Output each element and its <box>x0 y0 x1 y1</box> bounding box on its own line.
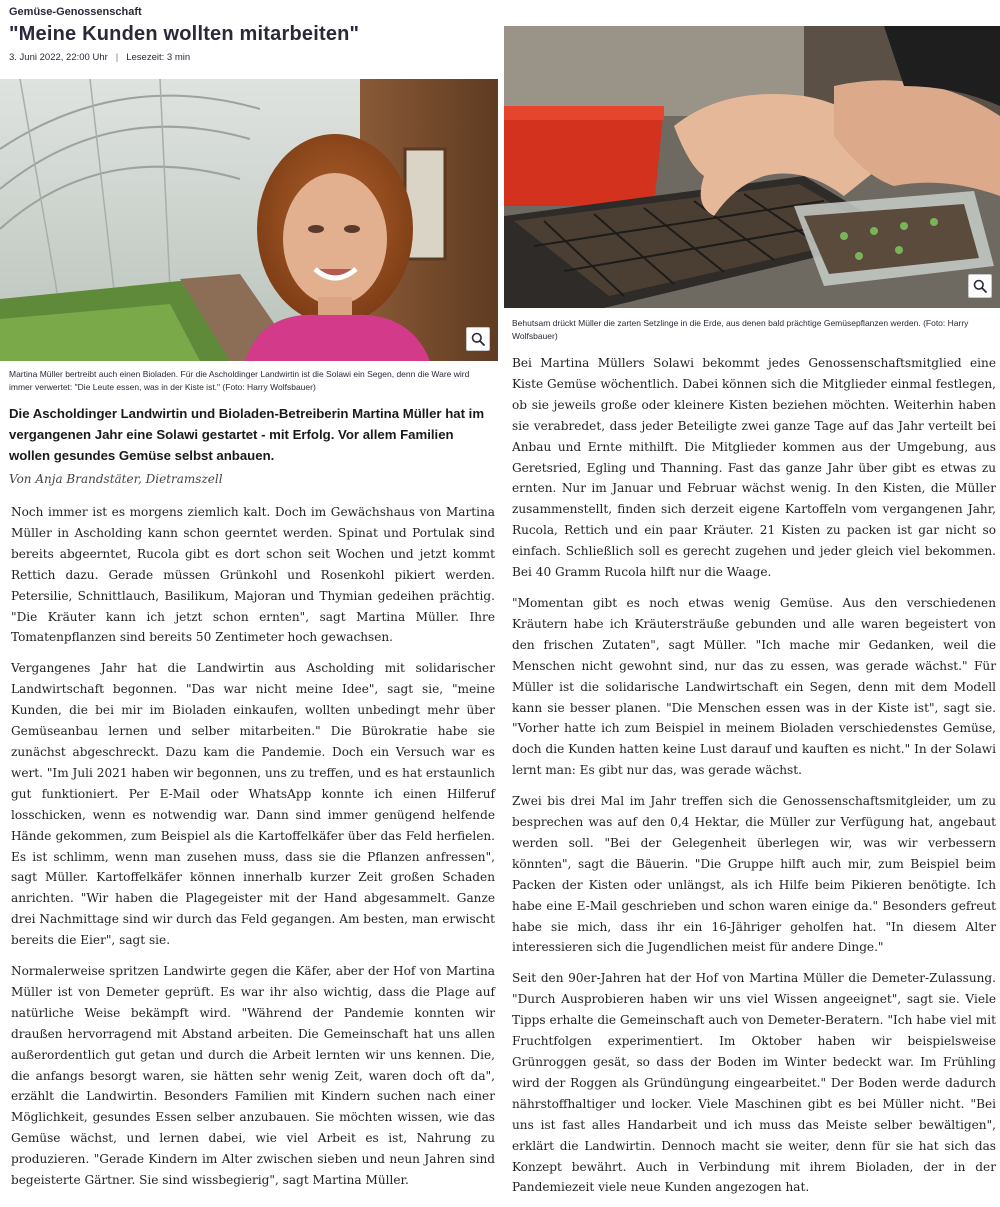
article-headline: "Meine Kunden wollten mitarbeiten" <box>9 23 360 45</box>
read-time: Lesezeit: 3 min <box>126 52 191 63</box>
article-author: Von Anja Brandstäter, Dietramszell <box>9 472 223 486</box>
seedlings-caption: Behutsam drückt Müller die zarten Setzlinge in die Erde, aus denen bald prächtige Gemüsepflanzen werden. (Foto: Harry Wolfsbauer) <box>512 318 969 341</box>
article-teaser: Die Ascholdinger Landwirtin und Bioladen-Betreiberin Martina Müller hat im vergangenen Jahr eine Solawi gestartet - mit Erfolg. Vor allem Familien wollen gesundes Gemüse selbst anbauen. <box>9 406 485 463</box>
meta-separator: | <box>115 52 119 63</box>
seedlings-zoom-button[interactable] <box>968 274 992 298</box>
body-paragraph: Seit den 90er-Jahren hat der Hof von Martina Müller die Demeter-Zulassung. "Durch Ausprobieren haben wir uns viel Wissen angeeignet", sagt sie. Viele Tipps erhalte die Gemeinschaft auch von Demeter-Beratern. "Ich habe viel mit Fruchtfolgen experimentiert. Im Oktober haben wir beispielsweise Grünroggen gesät, so dass der Boden im Winter bedeckt war. Im Frühling wird der Roggen als Gründüngung eingearbeitet." Der Boden werde dadurch nährstoffhaltiger und locker. Viele Maschinen gibt es bei Müller nicht. "Bei uns ist fast alles Handarbeit und ich muss das Meiste selber bewältigen", erklärt die Landwirtin. Dennoch macht sie weiter, denn für sie hat sich das Konzept bewährt. Auch in Verbindung mit ihrem Bioladen, der in der Pandemiezeit viele neue Kunden angezogen hat. <box>512 971 996 1195</box>
seedlings-photo[interactable] <box>504 26 1000 308</box>
body-column-left <box>11 502 495 1201</box>
body-paragraph: Vergangenes Jahr hat die Landwirtin aus Ascholding mit solidarischer Landwirtschaft begonnen. "Das war nicht meine Idee", sagt sie, "meine Kunden, die bei mir im Bioladen einkaufen, wollten unbedingt mehr über Gemüseanbau lernen und selber mitarbeiten." Die Bürokratie habe sie zunächst abgeschreckt. Dazu kam die Pandemie. Doch ein Versuch war es wert. "Im Juli 2021 haben wir begonnen, uns zu treffen, und es hat erstaunlich gut funktioniert. Per E-Mail oder WhatsApp konnte ich einen Hilferuf losschicken, wenn es notwendig war. Dann sind immer genügend helfende Hände gekommen, zum Beispiel als die Kartoffelkäfer über das Feld herfielen. Es ist schlimm, wenn man zusehen muss, dass sie die Pflanzen anfressen", sagt Müller. Kartoffelkäfer können innerhalb kurzer Zeit großen Schaden anrichten. "Wir haben die Plagegeister mit der Hand abgesammelt. Ganze drei Nachmittage sind wir durch das Feld gegangen. Am besten, man erwischt bereits die Eier", sagt sie. <box>11 661 495 948</box>
body-paragraph: "Momentan gibt es noch etwas wenig Gemüse. Aus den verschiedenen Kräutern habe ich Kräutersträuße gebunden und alle waren begeistert von den frischen Zutaten", sagt Müller. "Ich mache mir Gedanken, weil die Menschen nicht gewohnt sind, nur das zu essen, was gerade wächst." Für Müller ist die solidarische Landwirtschaft ein Segen, denn mit dem Modell kann sie besser planen. "Die Menschen essen was in der Kiste ist", sagt sie. "Vorher hatte ich zum Beispiel in meinem Bioladen verschiedenstes Gemüse, doch die Kunden hatten keine Lust darauf und kauften es nicht." In der Solawi lernt man: Es gibt nur das, was gerade wächst. <box>512 595 996 778</box>
article-kicker: Gemüse-Genossenschaft <box>9 6 142 18</box>
publish-date: 3. Juni 2022, 22:00 Uhr <box>9 52 108 63</box>
portrait-caption: Martina Müller bertreibt auch einen Bioladen. Für die Ascholdinger Landwirtin ist die Solawi ein Segen, denn die Ware wird immer verwertet: "Die Leute essen, was in der Kiste ist." (Foto: Harry Wolfsbauer) <box>9 369 470 392</box>
portrait-zoom-button[interactable] <box>466 327 490 351</box>
article-meta <box>9 52 190 63</box>
portrait-photo-graphic <box>0 79 498 361</box>
body-paragraph: Bei Martina Müllers Solawi bekommt jedes Genossenschaftsmitglied eine Kiste Gemüse wöchentlich. Dabei können sich die Mitglieder einmal festlegen, ob sie jeweils große oder kleinere Kisten beziehen möchten. Weiterhin haben sie verabredet, dass jeder Beteiligte zwei ganze Tage auf das Jahr verteilt bei Anbau und Ernte mithilft. Die Mitglieder kommen aus der Umgebung, aus Geretsried, Egling und Thanning. Fast das ganze Jahr über gibt es etwas zu ernten. Nur im Januar und Februar wächst wenig. In den Kisten, die Müller zusammenstellt, finden sich derzeit eigene Kartoffeln vom vergangenen Jahr, Rucola, Rettich und ein paar Kräuter. 21 Kisten zu packen ist gar nicht so einfach. Schließlich soll es gerecht zugehen und jeder gleich viel bekommen. Bei 40 Gramm Rucola hilft nur die Waage. <box>512 356 996 580</box>
body-paragraph: Zwei bis drei Mal im Jahr treffen sich die Genossenschaftsmitgleider, um zu besprechen was auf den 0,4 Hektar, die Müller zur Verfügung hat, angebaut werden soll. "Bei der Gelegenheit überlegen wir, was wir verbessern könnten", sagt die Bäuerin. "Die Gruppe hilft auch mir, zum Beispiel beim Packen der Kisten oder unlängst, als ich Hilfe beim Pikieren benötigte. Ich habe eine E-Mail geschrieben und schon waren einige da." Besonders gefreut habe sie mich, dass ihr ein 16-Jähriger geholfen hat. "In diesem Alter interessieren sich die Jugendlichen meist für andere Dinge." <box>512 794 996 955</box>
body-paragraph: Noch immer ist es morgens ziemlich kalt. Doch im Gewächshaus von Martina Müller in Ascholding kann schon geerntet werden. Spinat und Portulak sind bereits abgeerntet, Rucola gibt es dort schon seit Wochen und jetzt kommt Rettich dazu. Gerade müssen Grünkohl und Rosenkohl pikiert werden. Petersilie, Schnittlauch, Basilikum, Majoran und Thymian gedeihen prächtig. "Die Kräuter kann ich jetzt schon ernten", sagt Martina Müller. Ihre Tomatenpflanzen sind bereits 50 Zentimeter hoch gewachsen. <box>11 505 495 645</box>
portrait-photo[interactable] <box>0 79 498 361</box>
seedlings-photo-graphic <box>504 26 1000 308</box>
magnifier-icon <box>471 332 485 346</box>
magnifier-icon <box>973 279 987 293</box>
body-column-right <box>512 353 996 1207</box>
body-paragraph: Normalerweise spritzen Landwirte gegen die Käfer, aber der Hof von Martina Müller ist von Demeter geprüft. Es war ihr also wichtig, dass die Plage auf natürliche Weise bekämpft wird. "Während der Pandemie konnten wir draußen hervorragend mit Abstand arbeiten. Die Gemeinschaft hat uns allen außerordentlich gut getan und durch die Arbeit lernten wir uns kennen. Die, die anfangs besorgt waren, sie hätten sehr wenig Zeit, waren doch oft da", erzählt die Landwirtin. Besonders Familien mit Kindern suchen nach einer Möglichkeit, gesundes Essen selber anzubauen. Sie möchten wissen, wie das Gemüse wächst, und lernen dabei, wie viel Arbeit es ist, Nahrung zu produzieren. "Gerade Kindern im Alter zwischen sieben und neun Jahren sind begeisterte Gärtner. Sie sind wissbegierig", sagt Martina Müller. <box>11 964 495 1188</box>
